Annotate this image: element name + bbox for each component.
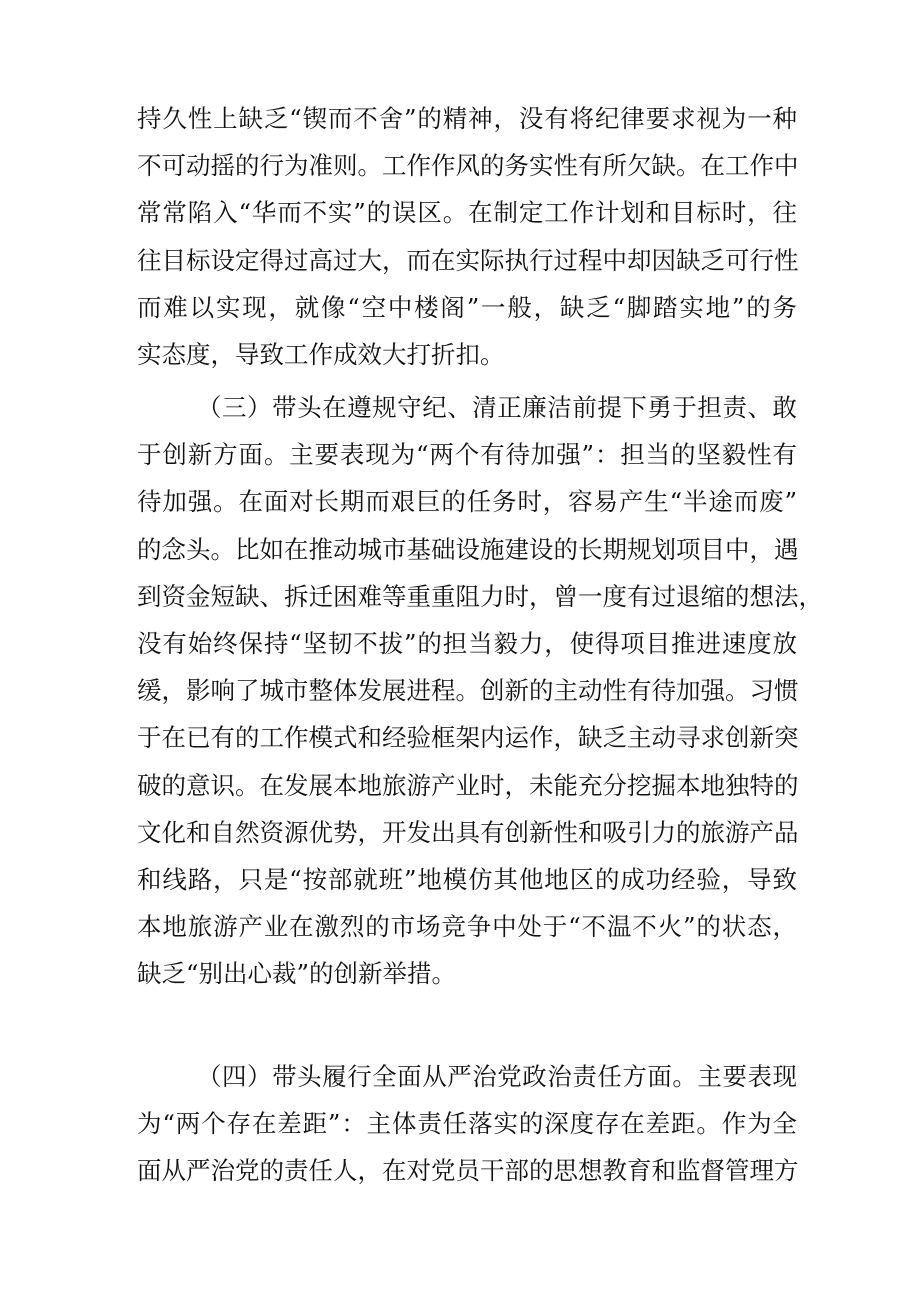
paragraph-1 [137, 95, 797, 378]
text-line: 到资金短缺、拆迁困难等重重阻力时，曾一度有过退缩的想法， [137, 581, 823, 611]
text-line: 往目标设定得过高过大，而在实际执行过程中却因缺乏可行性 [137, 245, 799, 275]
text-line: 面从严治党的责任人，在对党员干部的思想教育和监督管理方 [137, 1156, 799, 1186]
text-line: 不可动摇的行为准则。工作作风的务实性有所欠缺。在工作中 [137, 151, 799, 181]
text-line: 待加强。在面对长期而艰巨的任务时，容易产生“半途而废” [137, 487, 797, 517]
text-line: 于创新方面。主要表现为“两个有待加强”：担当的坚毅性有 [137, 440, 797, 470]
paragraph-3 [137, 1053, 797, 1195]
text-line: 的念头。比如在推动城市基础设施建设的长期规划项目中，遇 [137, 534, 799, 564]
text-line: 和线路，只是“按部就班”地模仿其他地区的成功经验，导致 [137, 864, 797, 894]
text-line: 为“两个存在差距”：主体责任落实的深度存在差距。作为全 [137, 1109, 797, 1139]
text-line: 本地旅游产业在激烈的市场竞争中处于“不温不火”的状态， [137, 912, 797, 942]
text-line: 缺乏“别出心裁”的创新举措。 [137, 959, 457, 989]
text-line: 持久性上缺乏“锲而不舍”的精神，没有将纪律要求视为一种 [137, 104, 797, 133]
text-line: 没有始终保持“坚韧不拔”的担当毅力，使得项目推进速度放 [137, 628, 797, 658]
paragraph-heading-line: （三）带头在遵规守纪、清正廉洁前提下勇于担责、敢 [197, 393, 797, 422]
text-line: 而难以实现，就像“空中楼阁”一般，缺乏“脚踏实地”的务 [137, 292, 797, 322]
paragraph-2 [137, 384, 823, 997]
paragraph-heading-line: （四）带头履行全面从严治党政治责任方面。主要表现 [197, 1062, 797, 1091]
text-line: 于在已有的工作模式和经验框架内运作，缺乏主动寻求创新突 [137, 723, 799, 753]
text-line: 缓，影响了城市整体发展进程。创新的主动性有待加强。习惯 [137, 676, 799, 706]
text-line: 文化和自然资源优势，开发出具有创新性和吸引力的旅游产品 [137, 817, 799, 847]
text-line: 常常陷入“华而不实”的误区。在制定工作计划和目标时，往 [137, 198, 797, 228]
text-line: 破的意识。在发展本地旅游产业时，未能充分挖掘本地独特的 [137, 770, 799, 800]
text-line: 实态度，导致工作成效大打折扣。 [137, 339, 505, 369]
